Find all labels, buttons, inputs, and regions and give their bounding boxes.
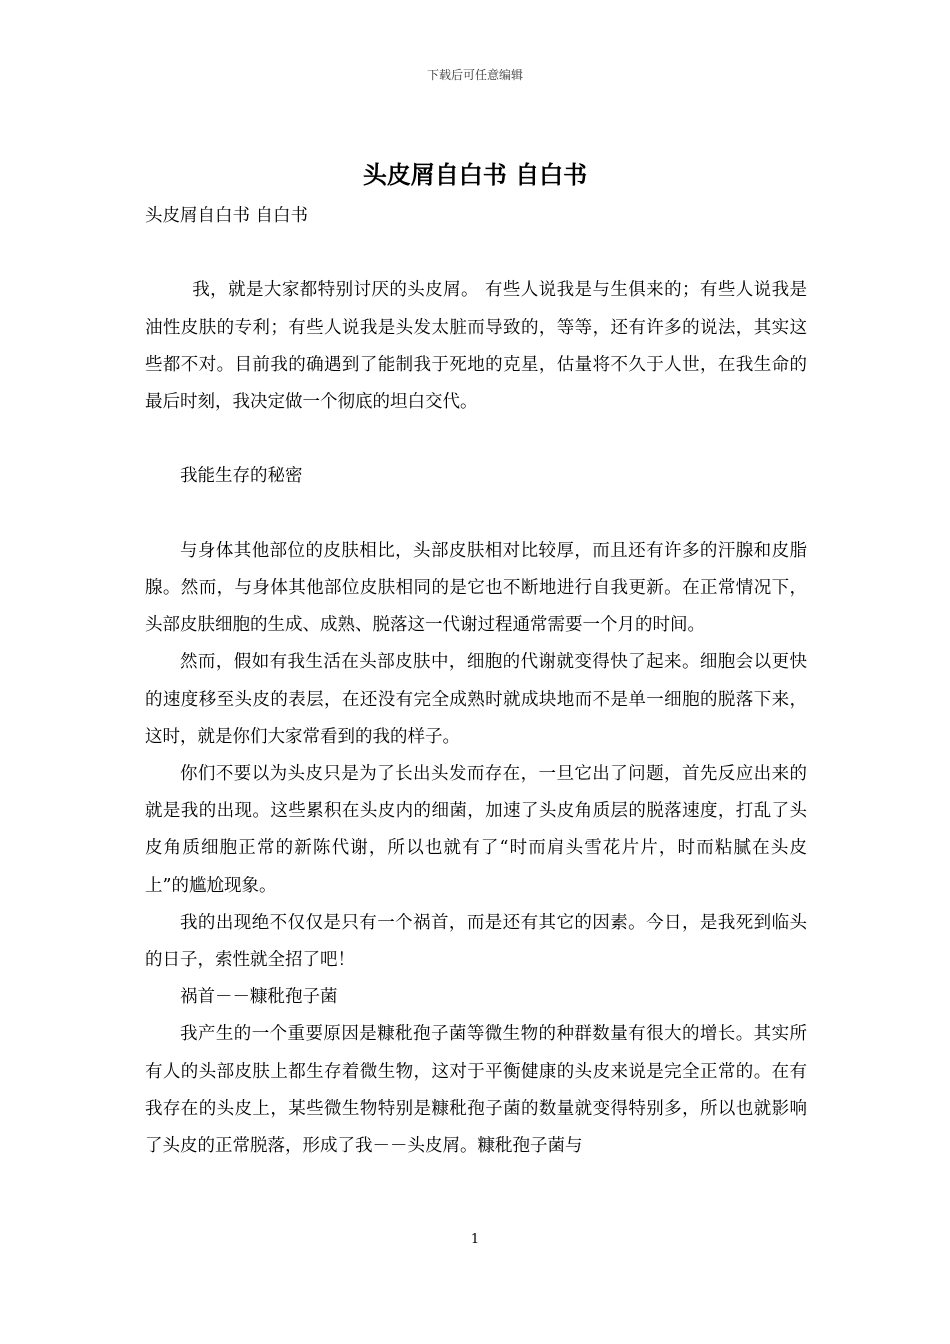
blank-line bbox=[145, 235, 807, 272]
paragraph-metabolism: 然而，假如有我生活在头部皮肤中，细胞的代谢就变得快了起来。细胞会以更快的速度移至头皮的表层，在还没有完全成熟时就成块地而不是单一细胞的脱落下来，这时，就是你们大家常看到的我的样子。 bbox=[145, 652, 807, 747]
paragraph-skin: 与身体其他部位的皮肤相比，头部皮肤相对比较厚，而且还有许多的汗腺和皮脂腺。然而，与身体其他部位皮肤相同的是它也不断地进行自我更新。在正常情况下，头部皮肤细胞的生成、成熟、脱落这一代谢过程通常需要一个月的时间。 bbox=[145, 540, 807, 636]
paragraph-confession: 我的出现绝不仅仅是只有一个祸首，而是还有其它的因素。今日，是我死到临头的日子，索性就全招了吧！ bbox=[145, 912, 807, 971]
document-subtitle: 头皮屑自白书 自白书 bbox=[145, 206, 309, 226]
document-body bbox=[145, 198, 807, 1165]
paragraph-bacteria: 你们不要以为头皮只是为了长出头发而存在，一旦它出了问题，首先反应出来的就是我的出现。这些累积在头皮内的细菌，加速了头皮角质层的脱落速度，打乱了头皮角质细胞正常的新陈代谢，所以也就有了“时而肩头雪花片片，时而粘腻在头皮上”的尴尬现象。 bbox=[145, 764, 807, 896]
blank-line bbox=[145, 421, 807, 458]
page-header: 下载后可任意编辑 bbox=[426, 68, 523, 82]
document-title: 头皮屑自白书 自白书 bbox=[362, 160, 588, 189]
paragraph-fungus: 我产生的一个重要原因是糠秕孢子菌等微生物的种群数量有很大的增长。其实所有人的头部皮肤上都生存着微生物，这对于平衡健康的头皮来说是完全正常的。在有我存在的头皮上，某些微生物特别是糠秕孢子菌的数量就变得特别多，所以也就影响了头皮的正常脱落，形成了我－－头皮屑。糠秕孢子菌与 bbox=[145, 1024, 807, 1157]
section-heading-culprit: 祸首－－糠秕孢子菌 bbox=[180, 987, 338, 1008]
section-heading-secret: 我能生存的秘密 bbox=[180, 466, 303, 487]
page-number: 1 bbox=[470, 1232, 480, 1247]
paragraph-intro: 我，就是大家都特别讨厌的头皮屑。 有些人说我是与生俱来的；有些人说我是油性皮肤的专利；有些人说我是头发太脏而导致的，等等，还有许多的说法，其实这些都不对。目前我的确遇到了能制我于死地的克星，估量将不久于人世，在我生命的最后时刻，我决定做一个彻底的坦白交代。 bbox=[145, 280, 807, 412]
blank-line bbox=[145, 496, 807, 533]
